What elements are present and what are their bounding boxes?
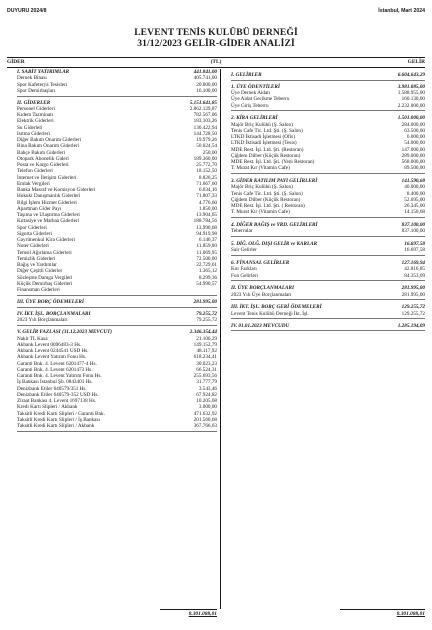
line-item-value: 31.777,79	[196, 379, 217, 386]
line-item-label: Garanti Bnk. 4. Levent 6201473 Hs.	[17, 366, 93, 373]
line-item-label: Fon Gelirleri	[231, 272, 258, 279]
line-item-value: 568.000,00	[401, 159, 425, 166]
column-divider	[220, 69, 221, 609]
incomes-section-title: II. ÜYE BORÇLANMALARI	[231, 285, 294, 292]
line-item-label: T. Murat Kır (Vitamin Cafe)	[231, 165, 290, 172]
line-item-value: 782.567,06	[193, 112, 217, 119]
line-item-label: Nakit TL Kasa	[17, 335, 48, 342]
line-item-label: Sigorta Giderleri	[17, 230, 53, 237]
expenses-section	[17, 329, 217, 432]
expenses-section	[17, 311, 217, 326]
income-column-title: GELİR	[407, 59, 425, 65]
line-item-label: Gayrimenkul Kira Giderleri	[17, 237, 75, 244]
line-item-label: Elektrik Giderleri	[17, 118, 54, 125]
incomes-section-title: 5. DİĞ. OLĞ. DIŞI GELİR ve KARLAR	[231, 241, 318, 248]
line-item-label: Spor Kafeterya Tesisleri	[17, 81, 68, 88]
line-item-label: MDE Rest. İşl. Ltd. Şti. ( Restoran)	[231, 203, 305, 210]
section-separator	[231, 217, 425, 218]
incomes-section-title: III. İKT. İŞL. BORÇ GERİ ÖDEMELERİ	[231, 304, 322, 311]
line-item-value: 837.100,00	[401, 228, 425, 235]
incomes-section-total: 1.285.194,09	[397, 322, 425, 329]
line-item-value: 618.234,41	[193, 354, 217, 361]
line-item-value: 3.543,46	[198, 385, 217, 392]
line-item-label: LTKD İktisadi İşletmesi (Ofis)	[231, 134, 295, 141]
line-item	[17, 287, 217, 293]
line-item-label: Otopark Abonelik Gideri	[17, 155, 69, 162]
line-item-label: Akbank Levent Yatırım Fonu Hs.	[17, 354, 87, 361]
line-item-value: 284.000,00	[401, 121, 425, 128]
line-item-value: 1.588.955,00	[397, 90, 425, 97]
incomes-section-title: I. GELİRLER	[231, 72, 262, 78]
line-item-value: 79.255,72	[196, 317, 217, 324]
expenses-section-title: III. ÜYE BORÇ ÖDEMELERİ	[17, 299, 84, 306]
line-item-value: 71.667,60	[196, 180, 217, 187]
expenses-section-title: I. SABİT YATIRIMLAR	[17, 69, 70, 75]
line-item-value: 289.000,00	[401, 152, 425, 159]
line-item	[231, 165, 425, 171]
line-item-value: 19.979,26	[196, 137, 217, 144]
line-item-label: Garanti Bnk. 4. Levent Yatırım Fonu Hs.	[17, 373, 102, 379]
issue-label: DUYURU 2024/8	[7, 8, 47, 14]
expenses-section-title: II. GİDERLER	[17, 99, 51, 106]
incomes-section-total: 127.169,94	[401, 260, 425, 267]
line-item-label: T. Murat Kır (Vitamin Cafe)	[231, 209, 290, 216]
expenses-section-total: 5.151.641,85	[189, 99, 217, 106]
expenses-section	[17, 299, 217, 308]
line-item-value: 25.772,70	[196, 162, 217, 169]
line-item-value: 281.995,00	[401, 291, 425, 298]
incomes-section-total: 1.501.000,00	[397, 115, 425, 122]
line-item-value: 3.000,00	[198, 404, 217, 411]
expenses-section-total: 2.346.354,44	[189, 329, 217, 336]
line-item-value: 10.205,68	[196, 398, 217, 404]
incomes-section-total: 129.255,72	[401, 304, 425, 311]
line-item-label: Diğer Bakım Onarım Giderleri	[17, 137, 82, 144]
line-item-value: 8.820,25	[198, 174, 217, 181]
line-item-label: Banka Masraf ve Komisyon Giderleri	[17, 187, 96, 194]
line-item-label: 2023 Yılı Üye Borçlanmaları	[231, 291, 292, 298]
line-item-value: 130.422,94	[193, 124, 217, 131]
section-separator	[231, 80, 425, 81]
section-separator	[17, 295, 217, 296]
section-separator	[17, 307, 217, 308]
line-item-value: 40.000,00	[404, 184, 425, 191]
line-item-value: 11.859,00	[196, 243, 217, 250]
line-item-value: 89.500,00	[404, 165, 425, 172]
line-item	[231, 209, 425, 215]
document-title	[0, 27, 432, 49]
line-item-label: Bahçe Bakım Giderleri	[17, 149, 66, 156]
line-item-value: 1.850,00	[198, 205, 217, 212]
line-item-label: Akbank Levent 0096483-3 Hs.	[17, 341, 82, 348]
line-item-label: MDE Rest. İşl. Ltd. Şti. (Restoran)	[231, 146, 304, 153]
line-item-value: 8.400,00	[406, 190, 425, 197]
line-item-label: 2023 Yılı Borçlanmaları	[17, 317, 68, 324]
line-item-label: Sair Gelirler	[231, 247, 257, 254]
line-item	[231, 103, 425, 109]
line-item-label: Taksitli Kredi Kartı Slipleri / İş Bankası	[17, 416, 100, 423]
incomes-section-total: 6.604.643,29	[397, 72, 425, 78]
currency-label: (TL)	[210, 59, 222, 65]
section-separator	[231, 299, 425, 300]
section-separator	[231, 255, 425, 256]
line-item-label: Personel Giderleri	[17, 105, 55, 112]
line-item-label: Hukuki Danışmanlık Giderleri	[17, 193, 81, 200]
line-item-label: Teberrular	[231, 228, 253, 235]
line-item-label: Majör Briç Kulübü (Ş. Salon)	[231, 121, 293, 128]
line-item-value: 67.924,82	[196, 391, 217, 398]
line-item-value: 2.862.129,87	[189, 105, 217, 112]
incomes-section	[231, 84, 425, 112]
line-item-value: 22.729,61	[196, 262, 217, 269]
line-item-label: Taşıma ve Ulaştırma Giderleri	[17, 212, 80, 219]
line-item	[231, 273, 425, 279]
line-item-value: 16.697,58	[404, 247, 425, 254]
line-item-value: 42.816,85	[404, 266, 425, 273]
incomes-section	[231, 304, 425, 319]
incomes-section	[231, 178, 425, 218]
line-item-label: Taksitli Kredi Kartı Slipleri / Akbank	[17, 423, 95, 429]
incomes-section	[231, 72, 425, 81]
line-item-value: 54.990,57	[196, 280, 217, 287]
line-item-value: 147.000,00	[401, 146, 425, 153]
line-item-label: Çiğdem Dilber (Küçük Restoran)	[231, 196, 301, 203]
line-item-label: İnternet ve İletişim Giderleri	[17, 174, 77, 181]
line-item-label: Garanti Bnk. 4. Levent 6201477-4 Hs.	[17, 360, 97, 367]
line-item-label: Küçük Demirbaş Giderleri	[17, 280, 73, 287]
line-item-value: 405.741,00	[193, 75, 217, 82]
line-item-label: Bina Bakım Onarım Giderleri	[17, 143, 80, 150]
line-item-label: Sözleşme Damga Vergileri	[17, 274, 73, 281]
incomes-section-total: 16.697,58	[404, 241, 425, 248]
line-item-value: 71.807,33	[196, 193, 217, 200]
incomes-section	[231, 241, 425, 256]
incomes-section	[231, 260, 425, 281]
income-total-rule	[340, 609, 425, 610]
place-date: İstanbul, Mart 2024	[378, 8, 425, 14]
incomes-section	[231, 323, 425, 332]
line-item-value: 1.365,12	[198, 268, 217, 275]
line-item-label: Tenis Cafe Tic. Ltd. Şti. (Ş. Salon)	[231, 190, 303, 197]
line-item-label: LTKD İktisadi İşletmesi (Tesis)	[231, 140, 297, 147]
section-separator	[231, 173, 425, 174]
line-item-label: İş Bankası İstanbul Şb. 0843401 Hs.	[17, 379, 93, 386]
line-item-value: 6.000,00	[406, 134, 425, 141]
section-separator	[17, 96, 217, 97]
section-separator	[17, 325, 217, 326]
line-item-label: Diğer Çeşitli Giderler	[17, 268, 63, 275]
section-separator	[231, 236, 425, 237]
title-line-2: 31/12/2023 GELİR-GİDER ANALİZİ	[137, 38, 295, 49]
incomes-section-header	[231, 72, 425, 78]
incomes-section-total: 281.995,00	[401, 285, 425, 292]
column-header	[7, 58, 425, 67]
line-item-value: 6.034,16	[198, 187, 217, 194]
line-item-value: 471.632,92	[193, 410, 217, 417]
line-item-label: Üye Giriş Teberru	[231, 102, 269, 109]
line-item-label: Su Giderleri	[17, 124, 43, 131]
header-rule-bottom	[7, 67, 425, 68]
line-item-value: 6.146,37	[198, 237, 217, 244]
line-item-label: Taksitli Kredi Kartı Slipleri / Garanti Bnk.	[17, 410, 105, 417]
line-item-label: Ziraat Bankası 4. Levent 1697138 Hs.	[17, 398, 97, 404]
line-item-label: Emlak Vergileri	[17, 180, 50, 187]
line-item-label: Spor Demirbaşları	[17, 87, 56, 94]
line-item-value: 201.560,68	[193, 416, 217, 423]
line-item-value: 30.023,23	[196, 360, 217, 367]
line-item-value: 72.500,00	[196, 255, 217, 262]
line-item	[231, 311, 425, 317]
expense-total-rule	[160, 609, 217, 610]
line-item-label: Kredi Kartı Slipleri / Akbank	[17, 404, 78, 411]
incomes-section-total: 141.590,68	[401, 178, 425, 185]
line-item-value: 160.130,00	[401, 96, 425, 103]
section-separator	[231, 110, 425, 111]
line-item-value: 4.776,60	[198, 199, 217, 206]
line-item-value: 14.150,68	[404, 209, 425, 216]
income-grand-total: 8.301.088,01	[396, 611, 425, 617]
expenses-section-title: V. GELİR FAZLASI (31.12.2023 MEVCUT)	[17, 329, 112, 336]
line-item-label: Dernek Binası	[17, 75, 47, 82]
line-item-value: 13.904,65	[196, 212, 217, 219]
incomes-section-title: 2. KİRA GELİRLERİ	[231, 115, 278, 122]
line-item-label: Kırtasiye ve Matbaa Giderleri	[17, 218, 80, 225]
income-column	[223, 69, 425, 335]
line-item-label: Temsil Ağırlama Giderleri	[17, 249, 72, 256]
line-item-value: 149.152,79	[193, 341, 217, 348]
expenses-section-total: 79.255,72	[196, 311, 217, 318]
incomes-section-total: 837.100,00	[401, 222, 425, 229]
line-item-label: Spor Giderleri	[17, 224, 47, 231]
line-item	[231, 228, 425, 234]
line-item-label: Kıdem Tazminatı	[17, 112, 53, 119]
line-item-label: Kur Farkları	[231, 266, 257, 273]
line-item-label: Majör Briç Kulübü (Ş. Salon)	[231, 184, 293, 191]
line-item-label: Bağış ve Yardımlar	[17, 262, 57, 269]
expenses-section-total: 441.841,00	[193, 69, 217, 75]
line-item-label: Telefon Giderleri	[17, 168, 53, 175]
line-item-value: 16.100,00	[196, 87, 217, 94]
section-separator	[231, 280, 425, 281]
expense-column	[7, 69, 217, 435]
line-item-label: MDE Rest. İşl. Ltd. Şti. (Yeni Restoran)	[231, 159, 315, 166]
line-item	[17, 88, 217, 94]
expenses-section	[17, 69, 217, 97]
line-item-value: 2.232.000,00	[397, 102, 425, 109]
line-item	[17, 423, 217, 429]
incomes-section	[231, 115, 425, 174]
line-item-value: 94.919,98	[196, 230, 217, 237]
incomes-section-total: 3.981.085,00	[397, 83, 425, 90]
line-item-value: 18.152,50	[196, 168, 217, 175]
line-item-label: Apartman Gider Payı	[17, 205, 62, 212]
line-item-label: Üye Aidat Gecikme Teberru	[231, 96, 290, 103]
incomes-section-title: 4. DİĞER BAĞIŞ ve YRD. GELİRLERİ	[231, 222, 318, 229]
incomes-section	[231, 222, 425, 237]
line-item-label: Bilgi İşlem Hizmet Giderleri	[17, 199, 77, 206]
line-item-value: 11.069,95	[196, 249, 217, 256]
incomes-section-title: 3. GİDER KATILIM PAYI GELİRLERİ	[231, 178, 318, 185]
line-item-label: Levent Tenis Kulübü Derneği İkt. İşl.	[231, 310, 309, 317]
line-item-value: 48.117,92	[196, 348, 217, 354]
line-item-value: 189.360,00	[193, 155, 217, 162]
line-item-value: 129.255,72	[401, 310, 425, 317]
line-item-label: Üye Dernek Aidatı	[231, 90, 271, 97]
line-item-value: 183.103,26	[193, 118, 217, 125]
line-item-value: 250,00	[202, 149, 217, 156]
line-item-value: 188.784,56	[193, 218, 217, 225]
section-separator	[231, 318, 425, 319]
line-item-label: Tenis Cafe Tic. Ltd. Şti. (Ş. Salon)	[231, 127, 303, 134]
line-item-label: Çiğdem Dilber (Küçük Restoran)	[231, 152, 301, 159]
title-line-1: LEVENT TENİS KULÜBÜ DERNEĞİ	[134, 27, 298, 38]
line-item-value: 84.353,09	[404, 272, 425, 279]
line-item-value: 26.345,00	[404, 203, 425, 210]
line-item-value: 255.693,56	[193, 373, 217, 379]
line-item-value: 66.524,31	[196, 366, 217, 373]
line-item	[17, 317, 217, 323]
incomes-section	[231, 285, 425, 300]
line-item-value: 21.106,29	[196, 335, 217, 342]
line-item-label: Noter Giderleri	[17, 243, 49, 250]
line-item-value: 63.500,00	[404, 127, 425, 134]
line-item	[231, 247, 425, 253]
line-item-value: 144.728,50	[193, 130, 217, 137]
line-item-value: 52.695,00	[404, 196, 425, 203]
line-item-label: Posta ve Kargo Giderleri	[17, 162, 69, 169]
line-item	[231, 292, 425, 298]
incomes-section-title: 6. FİNANSAL GELİRLER	[231, 260, 290, 267]
expense-grand-total: 8.301.088,01	[188, 611, 217, 617]
line-item-value: 50.024,54	[196, 143, 217, 150]
expenses-section-header	[17, 299, 217, 305]
line-item-value: 8.299,36	[198, 274, 217, 281]
line-item-value: 367.766,63	[193, 423, 217, 429]
expenses-section	[17, 100, 217, 296]
incomes-section-title: 1. ÜYE ÖDENTİLERİ	[231, 83, 280, 90]
line-item-label: Akbank Levent 0244541 USD Hs.	[17, 348, 89, 354]
incomes-section-header	[231, 323, 425, 329]
line-item-label: Finansman Giderleri	[17, 287, 60, 294]
expense-column-title: GİDER	[7, 59, 25, 65]
line-item-label: Denizbank Etiler 640579-352 USD Hs.	[17, 391, 99, 398]
expenses-section-total: 281.995,00	[193, 299, 217, 306]
line-item-label: Temizlik Giderleri	[17, 255, 56, 262]
section-separator	[17, 431, 217, 432]
line-item-value: 54.000,00	[404, 140, 425, 147]
section-separator	[231, 330, 425, 331]
line-item-value: 20.000,00	[196, 81, 217, 88]
line-item-label: Isıtma Giderleri	[17, 130, 50, 137]
line-item-label: Denizbank Etiler 640579/351 Hs.	[17, 385, 87, 392]
expenses-section-title: IV. İKT. İŞL. BORÇLANMALARI	[17, 311, 91, 318]
incomes-section-title: IV. 01.01.2023 MEVCUDU	[231, 322, 290, 329]
line-item-value: 13.990,68	[196, 224, 217, 231]
